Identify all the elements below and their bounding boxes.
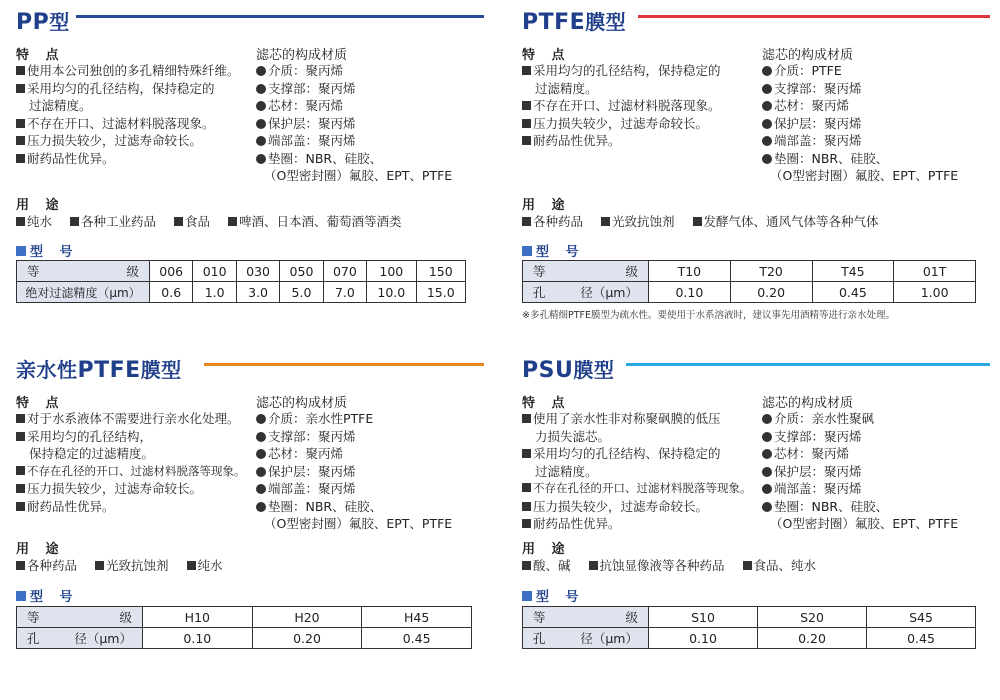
psu-use: 食品、纯水 xyxy=(743,558,817,573)
dot-bullet-icon xyxy=(762,101,772,111)
psu-use: 抗蚀显像液等各种药品 xyxy=(589,558,725,573)
ptfe-pore-header: 孔 径（µm） xyxy=(523,282,649,303)
blue-square-icon xyxy=(16,246,26,256)
hptfe-use: 光致抗蚀剂 xyxy=(95,558,169,573)
table-cell: 0.6 xyxy=(150,282,193,303)
square-bullet-icon xyxy=(601,217,610,226)
square-bullet-icon xyxy=(228,217,237,226)
ptfe-material-cont: （O型密封圈）氟胶、EPT、PTFE xyxy=(770,168,959,183)
hptfe-title-row xyxy=(14,352,484,386)
pp-use: 食品 xyxy=(174,214,210,229)
ptfe-materials xyxy=(762,62,992,185)
dot-bullet-icon xyxy=(256,101,266,111)
table-cell: 3.0 xyxy=(236,282,279,303)
square-bullet-icon xyxy=(16,466,25,475)
table-cell: S10 xyxy=(649,607,758,628)
table-row xyxy=(17,282,466,303)
square-bullet-icon xyxy=(16,136,25,145)
hptfe-material: 保护层：聚丙烯 xyxy=(256,463,486,481)
square-bullet-icon xyxy=(522,561,531,570)
ptfe-materials-label: 滤芯的构成材质 xyxy=(762,48,854,63)
psu-material: 端部盖：聚丙烯 xyxy=(762,480,992,498)
dot-bullet-icon xyxy=(256,136,266,146)
table-cell: S45 xyxy=(867,607,976,628)
hptfe-use: 纯水 xyxy=(187,558,223,573)
ptfe-material: 芯材：聚丙烯 xyxy=(762,97,992,115)
table-cell: 100 xyxy=(367,261,416,282)
table-cell: T10 xyxy=(649,261,731,282)
table-cell: H10 xyxy=(143,607,253,628)
psu-material: 芯材：聚丙烯 xyxy=(762,445,992,463)
pp-features-label: 特 点 xyxy=(16,48,65,63)
pp-use: 纯水 xyxy=(16,214,52,229)
hptfe-feature: 耐药品性优异。 xyxy=(16,498,256,516)
dot-bullet-icon xyxy=(762,136,772,146)
ptfe-features xyxy=(522,62,762,150)
pp-feature: 耐药品性优异。 xyxy=(16,150,256,168)
square-bullet-icon xyxy=(693,217,702,226)
hptfe-material: 介质：亲水性PTFE xyxy=(256,410,486,428)
ptfe-material: 垫圈：NBR、硅胶、 xyxy=(762,150,992,168)
pp-material: 垫圈：NBR、硅胶、 xyxy=(256,150,486,168)
ptfe-title-cn: 膜型 xyxy=(585,10,627,34)
table-cell: 7.0 xyxy=(323,282,366,303)
table-row xyxy=(17,628,472,649)
ptfe-model-label: 型 号 xyxy=(522,241,585,260)
table-cell: H20 xyxy=(252,607,362,628)
psu-features xyxy=(522,410,762,533)
dot-bullet-icon xyxy=(762,432,772,442)
pp-feature: 使用本公司独创的多孔精细特殊纤维。 xyxy=(16,62,256,80)
ptfe-feature: 采用均匀的孔径结构，保持稳定的 xyxy=(522,62,762,80)
dot-bullet-icon xyxy=(256,502,266,512)
square-bullet-icon xyxy=(522,119,531,128)
psu-title-row xyxy=(520,352,990,386)
dot-bullet-icon xyxy=(256,154,266,164)
ptfe-title xyxy=(522,6,626,35)
hptfe-title-cn2: 膜型 xyxy=(140,358,182,382)
hptfe-panel xyxy=(14,352,484,682)
table-row xyxy=(523,628,976,649)
square-bullet-icon xyxy=(16,502,25,511)
ptfe-feature: 压力损失较少，过滤寿命较长。 xyxy=(522,115,762,133)
hptfe-spec-table xyxy=(16,606,472,649)
pp-material: 端部盖：聚丙烯 xyxy=(256,132,486,150)
table-cell: 0.45 xyxy=(812,282,894,303)
square-bullet-icon xyxy=(522,519,531,528)
psu-title-en: PSU xyxy=(522,358,574,383)
square-bullet-icon xyxy=(522,502,531,511)
pp-title-en: PP xyxy=(16,10,50,35)
table-cell: 1.00 xyxy=(894,282,976,303)
dot-bullet-icon xyxy=(762,502,772,512)
dot-bullet-icon xyxy=(762,484,772,494)
ptfe-spec-table xyxy=(522,260,976,303)
pp-title xyxy=(16,6,70,35)
psu-materials xyxy=(762,410,992,533)
square-bullet-icon xyxy=(522,483,531,492)
ptfe-material: 端部盖：聚丙烯 xyxy=(762,132,992,150)
pp-title-line xyxy=(76,15,484,18)
pp-material-cont: （O型密封圈）氟胶、EPT、PTFE xyxy=(264,168,453,183)
pp-material: 保护层：聚丙烯 xyxy=(256,115,486,133)
pp-panel xyxy=(14,4,484,334)
pp-materials-label: 滤芯的构成材质 xyxy=(256,48,348,63)
square-bullet-icon xyxy=(187,561,196,570)
psu-feature: 压力损失较少，过滤寿命较长。 xyxy=(522,498,762,516)
table-cell: 150 xyxy=(416,261,465,282)
square-bullet-icon xyxy=(16,217,25,226)
pp-use: 各种工业药品 xyxy=(70,214,156,229)
square-bullet-icon xyxy=(95,561,104,570)
psu-title-line xyxy=(626,363,990,366)
ptfe-use: 发酵气体、通风气体等各种气体 xyxy=(693,214,879,229)
dot-bullet-icon xyxy=(256,484,266,494)
psu-features-label: 特 点 xyxy=(522,396,571,411)
ptfe-uses-label: 用 途 xyxy=(522,198,571,213)
psu-uses xyxy=(522,556,830,574)
table-cell: 010 xyxy=(193,261,236,282)
dot-bullet-icon xyxy=(762,84,772,94)
hptfe-materials xyxy=(256,410,486,533)
ptfe-use: 光致抗蚀剂 xyxy=(601,214,675,229)
hptfe-title-en: PTFE xyxy=(77,358,141,383)
pp-use: 啤酒、日本酒、葡萄酒等酒类 xyxy=(228,214,402,229)
psu-grade-header: 等 级 xyxy=(523,607,649,628)
table-cell: 15.0 xyxy=(416,282,465,303)
table-cell: 0.20 xyxy=(758,628,867,649)
hptfe-material: 芯材：聚丙烯 xyxy=(256,445,486,463)
table-row xyxy=(523,282,976,303)
table-cell: 0.10 xyxy=(649,282,731,303)
psu-material-cont: （O型密封圈）氟胶、EPT、PTFE xyxy=(770,516,959,531)
pp-feature: 采用均匀的孔径结构，保持稳定的 xyxy=(16,80,256,98)
dot-bullet-icon xyxy=(762,414,772,424)
table-cell: T20 xyxy=(730,261,812,282)
psu-materials-label: 滤芯的构成材质 xyxy=(762,396,854,411)
ptfe-panel xyxy=(520,4,990,334)
dot-bullet-icon xyxy=(256,449,266,459)
pp-material: 支撑部：聚丙烯 xyxy=(256,80,486,98)
psu-use: 酸、碱 xyxy=(522,558,571,573)
table-cell: H45 xyxy=(362,607,472,628)
square-bullet-icon xyxy=(16,484,25,493)
psu-material: 支撑部：聚丙烯 xyxy=(762,428,992,446)
hptfe-material: 支撑部：聚丙烯 xyxy=(256,428,486,446)
hptfe-pore-header: 孔 径（µm） xyxy=(17,628,143,649)
dot-bullet-icon xyxy=(256,66,266,76)
hptfe-uses xyxy=(16,556,237,574)
dot-bullet-icon xyxy=(256,432,266,442)
hptfe-material: 垫圈：NBR、硅胶、 xyxy=(256,498,486,516)
hptfe-title-line xyxy=(204,363,484,366)
dot-bullet-icon xyxy=(762,119,772,129)
dot-bullet-icon xyxy=(256,119,266,129)
psu-title xyxy=(522,354,614,383)
psu-pore-header: 孔 径（µm） xyxy=(523,628,649,649)
psu-spec-table xyxy=(522,606,976,649)
dot-bullet-icon xyxy=(762,467,772,477)
pp-model-label: 型 号 xyxy=(16,241,79,260)
hptfe-material-cont: （O型密封圈）氟胶、EPT、PTFE xyxy=(264,516,453,531)
pp-feature: 压力损失较少，过滤寿命较长。 xyxy=(16,132,256,150)
psu-panel xyxy=(520,352,990,682)
table-cell: 0.20 xyxy=(252,628,362,649)
square-bullet-icon xyxy=(70,217,79,226)
square-bullet-icon xyxy=(16,119,25,128)
hptfe-feature: 不存在孔径的开口、过滤材料脱落等现象。 xyxy=(16,463,256,481)
hptfe-uses-label: 用 途 xyxy=(16,542,65,557)
table-cell: T45 xyxy=(812,261,894,282)
dot-bullet-icon xyxy=(256,414,266,424)
square-bullet-icon xyxy=(16,84,25,93)
ptfe-title-line xyxy=(638,15,990,18)
psu-feature-cont: 过滤精度。 xyxy=(535,463,598,479)
ptfe-uses xyxy=(522,212,893,230)
psu-material: 保护层：聚丙烯 xyxy=(762,463,992,481)
pp-material: 介质：聚丙烯 xyxy=(256,62,486,80)
table-cell: 0.10 xyxy=(143,628,253,649)
psu-feature: 使用了亲水性非对称聚砜膜的低压 xyxy=(522,410,762,428)
hptfe-feature: 对于水系液体不需要进行亲水化处理。 xyxy=(16,410,256,428)
psu-model-label: 型 号 xyxy=(522,586,585,605)
psu-feature-cont: 力损失滤芯。 xyxy=(535,428,611,444)
square-bullet-icon xyxy=(522,66,531,75)
pp-precision-header: 绝对过滤精度（µm） xyxy=(17,282,150,303)
ptfe-title-en: PTFE xyxy=(522,10,586,35)
psu-material: 介质：亲水性聚砜 xyxy=(762,410,992,428)
square-bullet-icon xyxy=(174,217,183,226)
table-row xyxy=(523,261,976,282)
pp-spec-table xyxy=(16,260,466,303)
square-bullet-icon xyxy=(16,432,25,441)
square-bullet-icon xyxy=(16,414,25,423)
ptfe-use: 各种药品 xyxy=(522,214,583,229)
table-cell: 0.45 xyxy=(867,628,976,649)
ptfe-feature: 耐药品性优异。 xyxy=(522,132,762,150)
hptfe-materials-label: 滤芯的构成材质 xyxy=(256,396,348,411)
dot-bullet-icon xyxy=(762,154,772,164)
table-cell: 0.10 xyxy=(649,628,758,649)
ptfe-material: 保护层：聚丙烯 xyxy=(762,115,992,133)
pp-material: 芯材：聚丙烯 xyxy=(256,97,486,115)
psu-material: 垫圈：NBR、硅胶、 xyxy=(762,498,992,516)
ptfe-title-row xyxy=(520,4,990,38)
hptfe-features-label: 特 点 xyxy=(16,396,65,411)
table-cell: 050 xyxy=(280,261,323,282)
pp-materials xyxy=(256,62,486,185)
table-cell: 0.45 xyxy=(362,628,472,649)
psu-feature: 耐药品性优异。 xyxy=(522,515,762,533)
hptfe-title xyxy=(16,354,182,383)
table-row xyxy=(17,261,466,282)
hptfe-use: 各种药品 xyxy=(16,558,77,573)
pp-uses-label: 用 途 xyxy=(16,198,65,213)
square-bullet-icon xyxy=(522,101,531,110)
ptfe-note: ※多孔精细PTFE膜型为疏水性。要使用于水系溶液时，建议事先用酒精等进行亲水处理。 xyxy=(522,310,895,321)
dot-bullet-icon xyxy=(762,66,772,76)
pp-grade-header: 等 级 xyxy=(17,261,150,282)
table-cell: 5.0 xyxy=(280,282,323,303)
table-cell: S20 xyxy=(758,607,867,628)
hptfe-features xyxy=(16,410,256,515)
square-bullet-icon xyxy=(522,449,531,458)
psu-title-cn: 膜型 xyxy=(573,358,615,382)
hptfe-feature: 压力损失较少，过滤寿命较长。 xyxy=(16,480,256,498)
table-cell: 10.0 xyxy=(367,282,416,303)
ptfe-features-label: 特 点 xyxy=(522,48,571,63)
square-bullet-icon xyxy=(522,136,531,145)
table-row xyxy=(17,607,472,628)
pp-feature-cont: 过滤精度。 xyxy=(29,98,92,113)
ptfe-feature: 不存在开口、过滤材料脱落现象。 xyxy=(522,97,762,115)
psu-feature: 不存在孔径的开口、过滤材料脱落等现象。 xyxy=(522,480,762,498)
pp-features xyxy=(16,62,256,167)
table-cell: 01T xyxy=(894,261,976,282)
ptfe-grade-header: 等 级 xyxy=(523,261,649,282)
table-cell: 006 xyxy=(150,261,193,282)
dot-bullet-icon xyxy=(256,84,266,94)
pp-title-cn: 型 xyxy=(49,10,70,34)
blue-square-icon xyxy=(522,591,532,601)
dot-bullet-icon xyxy=(762,449,772,459)
pp-feature: 不存在开口、过滤材料脱落现象。 xyxy=(16,115,256,133)
pp-title-row xyxy=(14,4,484,38)
hptfe-title-cn1: 亲水性 xyxy=(16,358,78,382)
square-bullet-icon xyxy=(16,154,25,163)
table-cell: 1.0 xyxy=(193,282,236,303)
psu-uses-label: 用 途 xyxy=(522,542,571,557)
ptfe-feature-cont: 过滤精度。 xyxy=(535,80,598,96)
hptfe-material: 端部盖：聚丙烯 xyxy=(256,480,486,498)
table-cell: 070 xyxy=(323,261,366,282)
hptfe-grade-header: 等 级 xyxy=(17,607,143,628)
ptfe-material: 支撑部：聚丙烯 xyxy=(762,80,992,98)
blue-square-icon xyxy=(16,591,26,601)
hptfe-feature: 采用均匀的孔径结构， xyxy=(16,428,256,446)
dot-bullet-icon xyxy=(256,467,266,477)
table-row xyxy=(523,607,976,628)
table-cell: 0.20 xyxy=(730,282,812,303)
square-bullet-icon xyxy=(522,414,531,423)
psu-feature: 采用均匀的孔径结构、保持稳定的 xyxy=(522,445,762,463)
square-bullet-icon xyxy=(589,561,598,570)
table-cell: 030 xyxy=(236,261,279,282)
hptfe-model-label: 型 号 xyxy=(16,586,79,605)
hptfe-feature-cont: 保持稳定的过滤精度。 xyxy=(29,446,155,461)
ptfe-material: 介质：PTFE xyxy=(762,62,992,80)
pp-uses xyxy=(16,212,416,230)
square-bullet-icon xyxy=(743,561,752,570)
square-bullet-icon xyxy=(16,561,25,570)
square-bullet-icon xyxy=(16,66,25,75)
square-bullet-icon xyxy=(522,217,531,226)
blue-square-icon xyxy=(522,246,532,256)
